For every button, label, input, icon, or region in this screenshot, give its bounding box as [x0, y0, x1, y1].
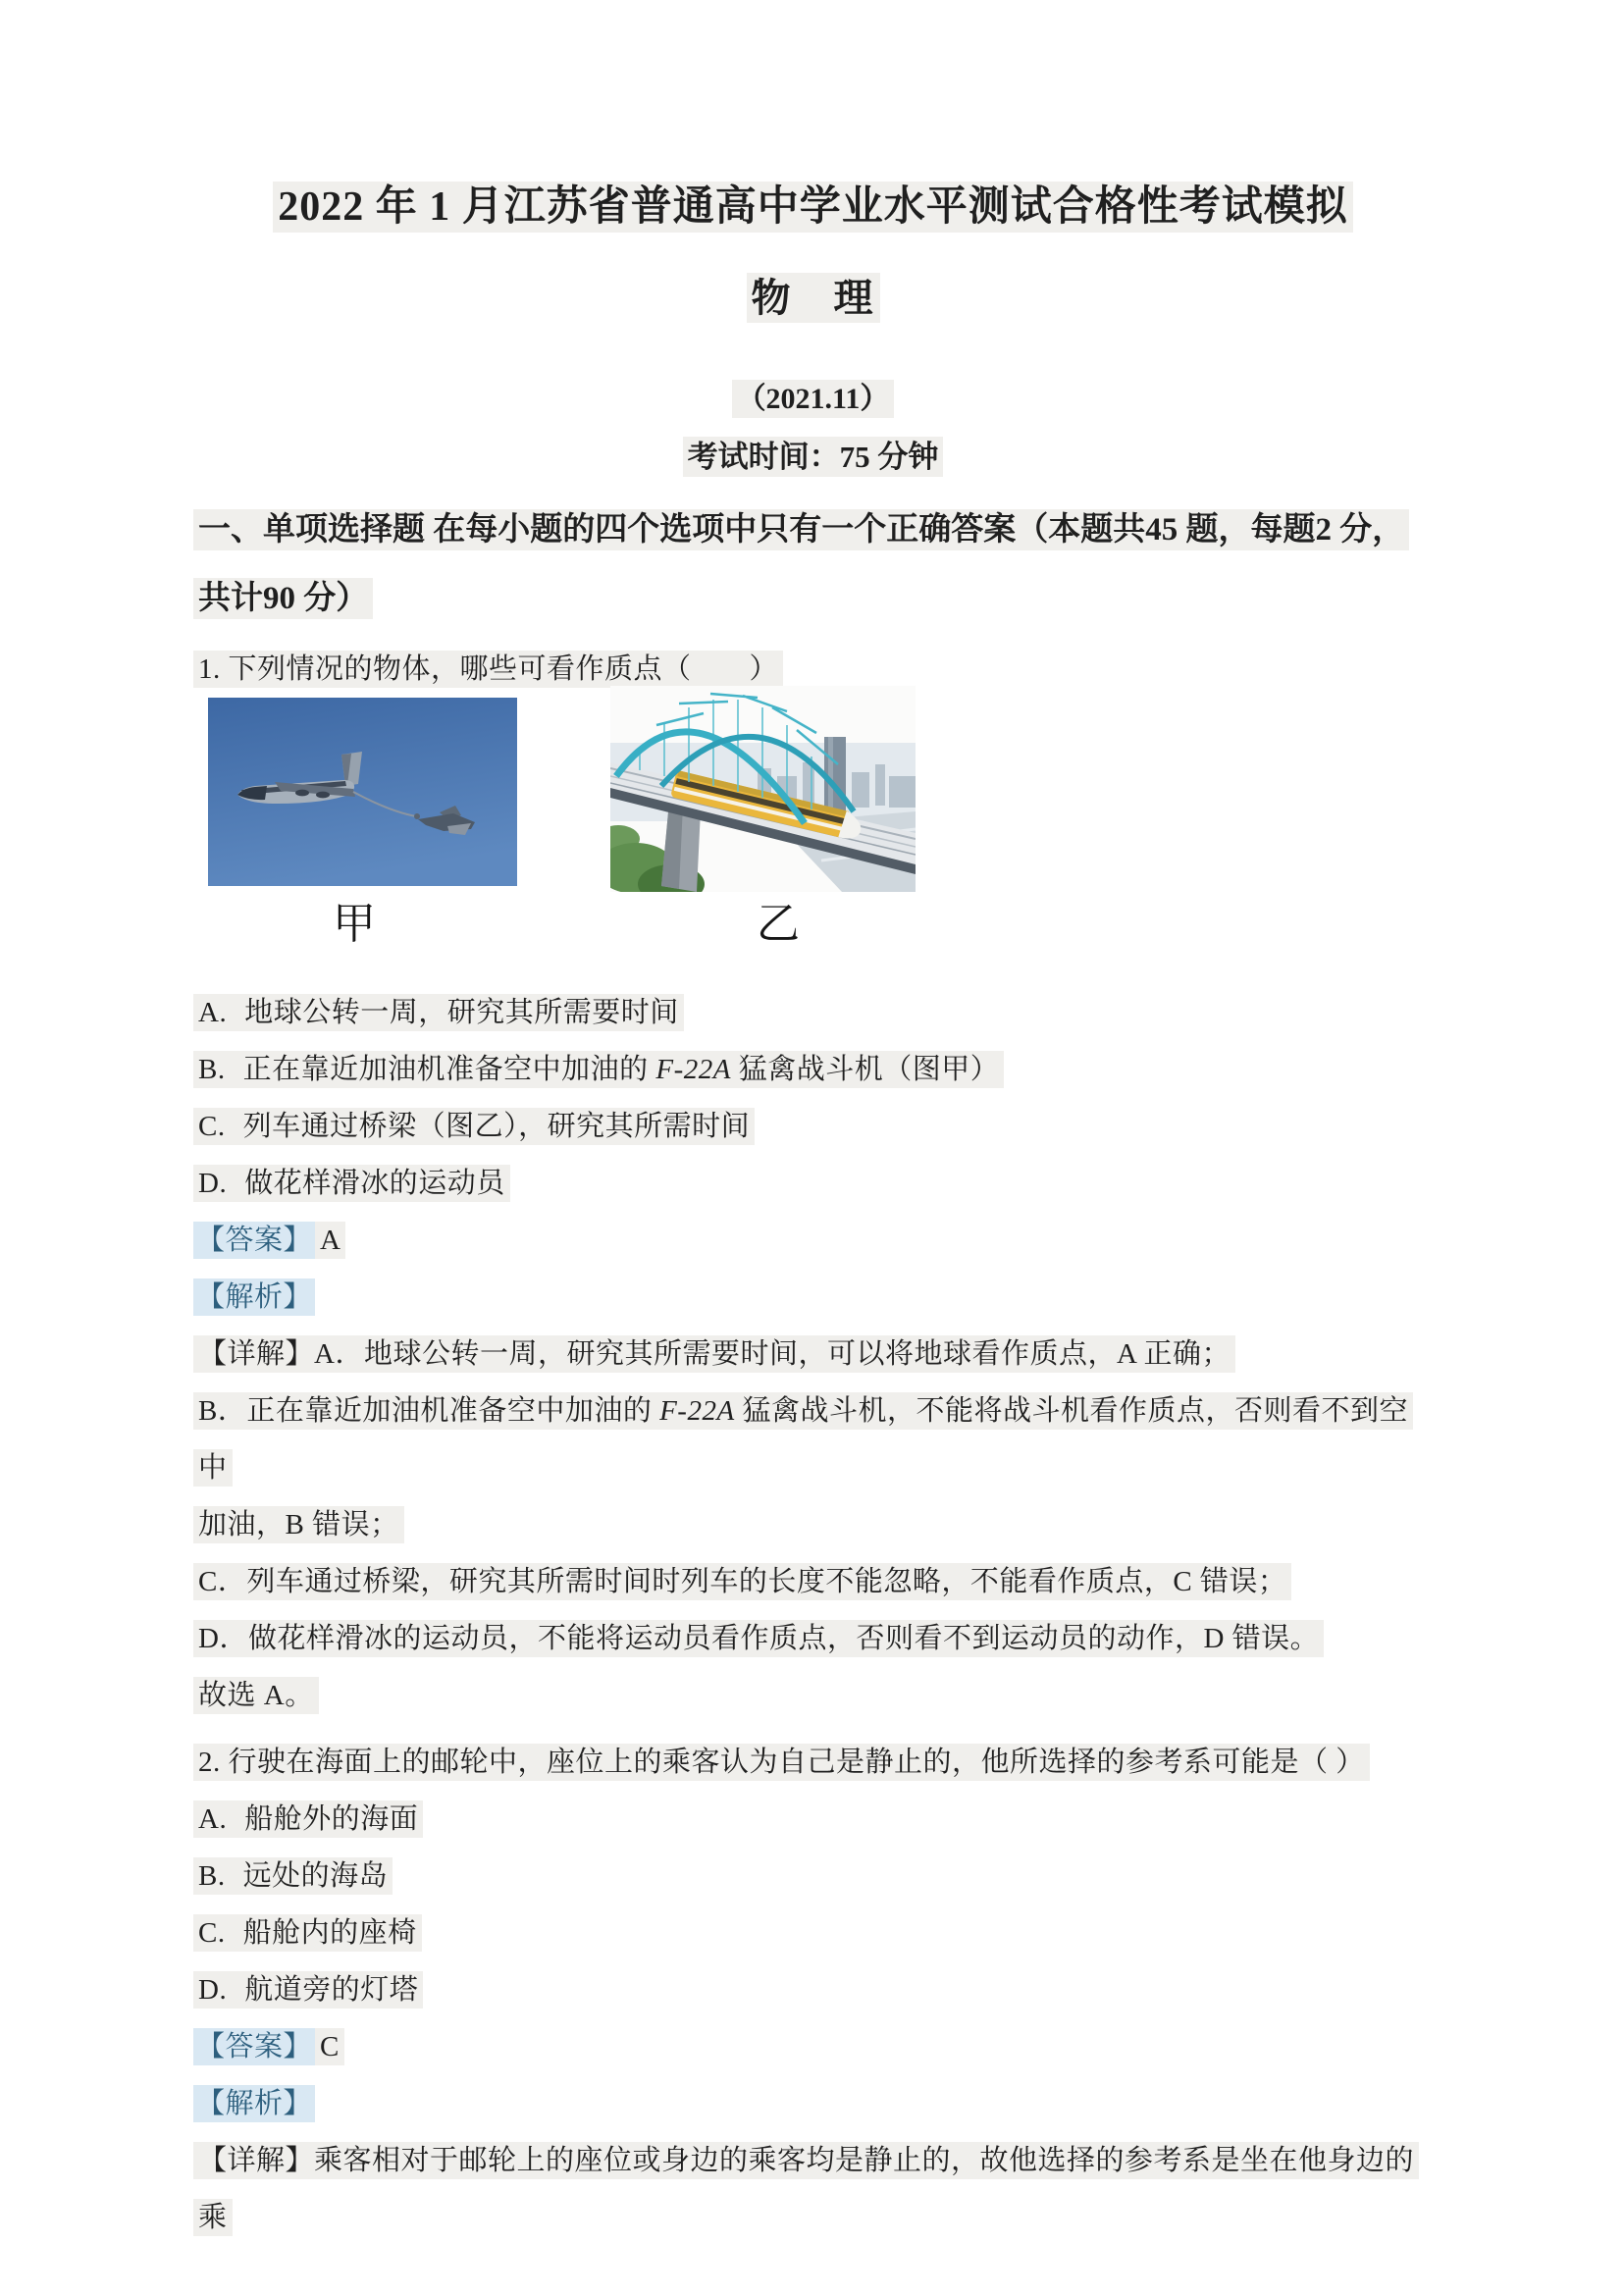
subject-title: 物 理: [193, 274, 1433, 323]
answer-value: A: [315, 1222, 345, 1259]
option-text: 远处的海岛: [242, 1860, 389, 1892]
train-bridge-photo: [610, 686, 916, 892]
q1-detail-line-3: 加油，B 错误；: [193, 1496, 1433, 1553]
q2-answer-line: [193, 2018, 1433, 2075]
exam-duration: 考试时间：75 分钟: [193, 437, 1433, 478]
q1-detail-line-6: 故选 A。: [193, 1667, 1433, 1724]
q1-detail-line-1: 【详解】A．地球公转一周，研究其所需要时间，可以将地球看作质点，A 正确；: [193, 1326, 1433, 1383]
option-text: 做花样滑冰的运动员: [244, 1168, 505, 1199]
answer-tag: 【答案】: [193, 1222, 315, 1259]
q1-detail-line-5: D．做花样滑冰的运动员，不能将运动员看作质点，否则看不到运动员的动作，D 错误。: [193, 1610, 1433, 1667]
page-content: [193, 0, 1433, 2246]
detail-tag: 【详解】: [198, 2145, 315, 2176]
option-key: C.: [198, 1917, 226, 1949]
q1-figure: [193, 698, 1433, 984]
q1-detail-line-2: B．正在靠近加油机准备空中加油的 F-22A 猛禽战斗机，不能将战斗机看作质点，否则看不到空中: [193, 1383, 1433, 1496]
q1-analysis-line: [193, 1269, 1433, 1326]
q1-detail-line-4: C．列车通过桥梁，研究其所需时间时列车的长度不能忽略，不能看作质点，C 错误；: [193, 1553, 1433, 1610]
section-heading-line1: 一、单项选择题 在每小题的四个选项中只有一个正确答案（本题共45 题，每题2 分，: [193, 496, 1433, 564]
q1-option-d: [193, 1155, 1433, 1212]
option-text: 猛禽战斗机（图甲）: [730, 1054, 1000, 1085]
section-heading-line2: 共计90 分）: [193, 564, 1433, 633]
analysis-tag: 【解析】: [193, 1278, 315, 1316]
q2-option-d: [193, 1961, 1433, 2018]
q2-option-a: [193, 1791, 1433, 1848]
q2-option-b: [193, 1848, 1433, 1905]
option-key: B.: [198, 1054, 226, 1085]
option-key: D.: [198, 1168, 228, 1199]
q2-stem: 2. 行驶在海面上的邮轮中，座位上的乘客认为自己是静止的，他所选择的参考系可能是（ ）: [193, 1734, 1433, 1791]
option-text: 列车通过桥梁（图乙），研究其所需时间: [242, 1111, 751, 1142]
option-key: C.: [198, 1111, 226, 1142]
q1-option-c: [193, 1098, 1433, 1155]
q2-detail-line-1: 【详解】乘客相对于邮轮上的座位或身边的乘客均是静止的，故他选择的参考系是坐在他身边的乘: [193, 2132, 1433, 2246]
q2-option-c: [193, 1905, 1433, 1961]
q1-option-b: [193, 1041, 1433, 1098]
option-text: 船舱外的海面: [244, 1803, 419, 1835]
figure-label-jia: 甲: [333, 900, 376, 948]
q2-analysis-line: [193, 2075, 1433, 2132]
option-key: B.: [198, 1860, 226, 1892]
answer-value: C: [315, 2028, 344, 2065]
option-key: D.: [198, 1974, 228, 2006]
exam-date: （2021.11）: [193, 380, 1433, 419]
answer-tag: 【答案】: [193, 2028, 315, 2065]
figure-label-yi: 乙: [757, 900, 800, 948]
q1-option-a: [193, 984, 1433, 1041]
option-text: 地球公转一周，研究其所需要时间: [244, 997, 679, 1028]
q1-answer-line: [193, 1212, 1433, 1269]
option-key: A.: [198, 997, 228, 1028]
plane-model-code: F-22A: [659, 1395, 735, 1427]
option-key: A.: [198, 1803, 228, 1835]
plane-model-code: F-22A: [655, 1054, 731, 1085]
option-text: 船舱内的座椅: [242, 1917, 417, 1949]
section-heading: [193, 496, 1433, 633]
detail-tag: 【详解】: [198, 1338, 315, 1370]
analysis-tag: 【解析】: [193, 2085, 315, 2122]
option-text: 航道旁的灯塔: [244, 1974, 419, 2006]
option-text: 正在靠近加油机准备空中加油的: [242, 1054, 656, 1085]
page-title: 2022 年 1 月江苏省普通高中学业水平测试合格性考试模拟: [193, 0, 1433, 235]
aerial-refueling-photo: [208, 698, 517, 886]
q1-stem: 1. 下列情况的物体，哪些可看作质点（ ）: [193, 641, 1433, 698]
